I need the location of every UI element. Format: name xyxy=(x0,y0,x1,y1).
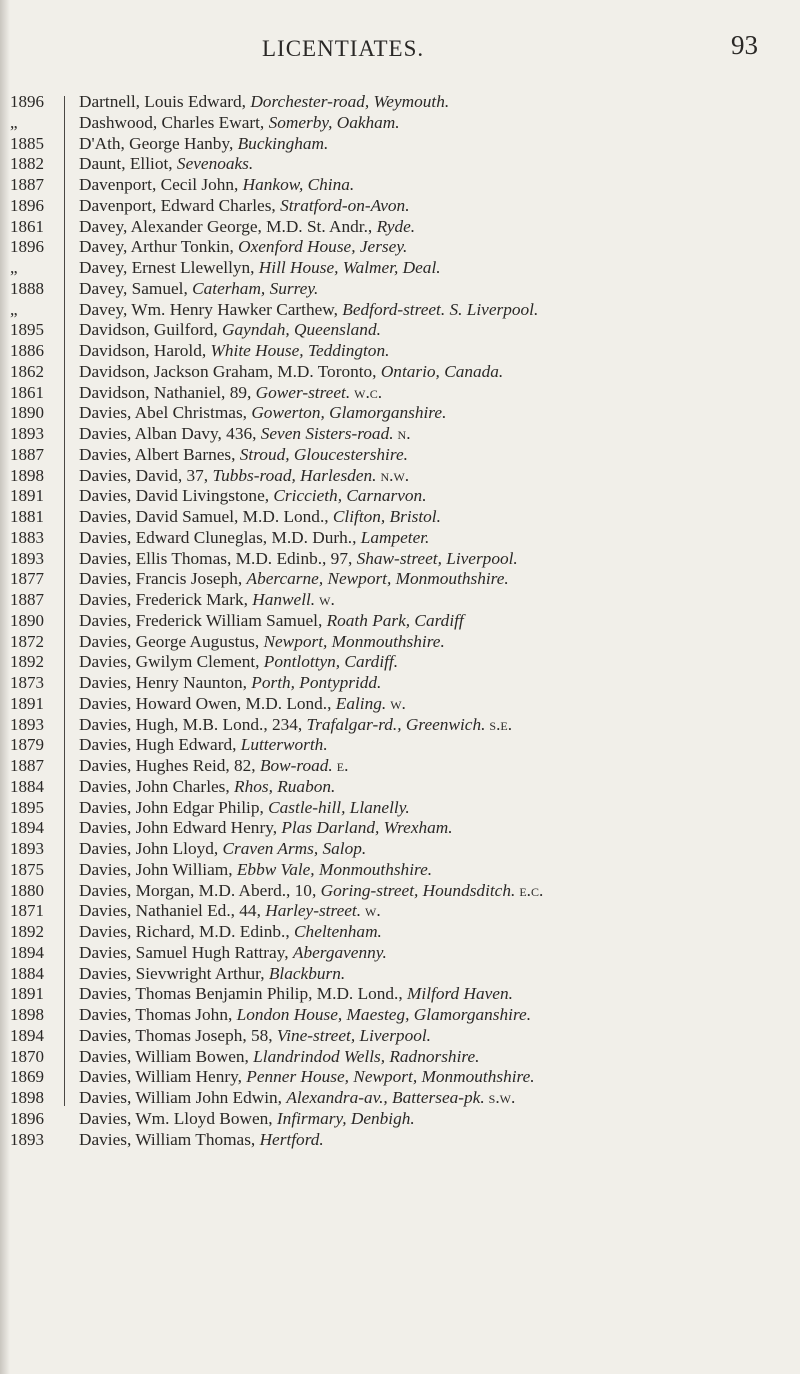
entry-year: 1891 xyxy=(10,984,44,1004)
entry-address: Abergavenny. xyxy=(292,942,387,962)
entry-address: Llandrindod Wells, Radnorshire. xyxy=(253,1046,480,1066)
entry-year: 1882 xyxy=(10,154,44,174)
list-item xyxy=(79,569,791,590)
entry-name: Davey, Samuel, xyxy=(79,278,193,298)
entry-name: Davies, David Livingstone, xyxy=(79,486,274,506)
entry-district: w. xyxy=(390,693,406,713)
entry-name: Davies, Frederick William Samuel, xyxy=(79,610,327,630)
entry-name: Davies, Ellis Thomas, M.D. Edinb., 97, xyxy=(79,548,357,568)
entry-name: Davies, John William, xyxy=(79,859,237,879)
entry-address: Vine-street, Liverpool. xyxy=(276,1025,431,1045)
entry-year: 1875 xyxy=(10,859,44,879)
entry-address: Harley-street. xyxy=(265,901,362,921)
entry-address: White House, Teddington. xyxy=(210,341,390,360)
entry-name: Davies, Howard Owen, M.D. Lond., xyxy=(79,693,336,713)
entry-name: Davies, John Edward Henry, xyxy=(79,818,282,838)
entry-year: 1872 xyxy=(10,631,44,651)
entry-year: 1888 xyxy=(10,278,44,298)
entry-name: Davies, Thomas John, xyxy=(79,1005,237,1024)
entry-name: Dartnell, Louis Edward, xyxy=(79,92,251,111)
entry-address: Newport, Monmouthshire. xyxy=(263,631,445,651)
list-item xyxy=(79,362,791,383)
entry-district: s.e. xyxy=(489,714,513,734)
entry-year: 1891 xyxy=(10,693,44,713)
entry-address: Bedford-street. S. Liverpool. xyxy=(342,299,539,319)
entry-address: Caterham, Surrey. xyxy=(192,278,319,298)
entry-name: Davies, Francis Joseph, xyxy=(79,569,247,589)
list-item xyxy=(79,279,791,300)
entry-address: Stroud, Gloucestershire. xyxy=(239,444,408,464)
entry-address: Tubbs-road, Harlesden. xyxy=(212,465,377,485)
entry-year: 1870 xyxy=(10,1046,44,1066)
entry-address: Penner House, Newport, Monmouthshire. xyxy=(246,1067,535,1087)
list-item xyxy=(79,652,791,673)
entries-list xyxy=(79,92,791,1150)
entry-address: Hankow, China. xyxy=(242,175,355,194)
entry-year: 1869 xyxy=(10,1067,44,1087)
entry-year: 1893 xyxy=(10,714,44,734)
entry-year: 1877 xyxy=(10,569,44,589)
entry-address: Rhos, Ruabon. xyxy=(234,776,336,796)
entry-year: 1893 xyxy=(10,839,44,858)
entry-name: Davies, Henry Naunton, xyxy=(79,673,252,692)
entry-year: 1862 xyxy=(10,361,44,381)
entry-year: 1891 xyxy=(10,486,44,506)
entry-year: 1884 xyxy=(10,963,44,983)
entry-name: Davidson, Guilford, xyxy=(79,320,223,340)
entry-address: Roath Park, Cardiff xyxy=(326,610,464,630)
entry-address: Ealing. xyxy=(335,693,387,713)
entry-year: „ xyxy=(10,299,18,319)
entry-name: Davies, William John Edwin, xyxy=(79,1088,287,1107)
list-item xyxy=(79,694,791,715)
entry-address: Abercarne, Newport, Monmouthshire. xyxy=(246,569,509,589)
binding-gutter xyxy=(0,0,10,1374)
entry-year: 1895 xyxy=(10,320,44,340)
entry-address: Plas Darland, Wrexham. xyxy=(281,818,453,838)
entry-address: Clifton, Bristol. xyxy=(332,507,441,526)
entry-name: Davies, William Bowen, xyxy=(79,1046,254,1066)
list-item xyxy=(79,445,791,466)
entry-name: Davies, David, 37, xyxy=(79,465,213,485)
entry-year: 1886 xyxy=(10,341,44,360)
column-rule xyxy=(64,96,65,1106)
list-item xyxy=(79,258,791,279)
entry-address: Gower-street. xyxy=(255,382,351,402)
entry-district: w. xyxy=(365,901,381,921)
entry-name: Davies, Nathaniel Ed., 44, xyxy=(79,901,266,921)
list-item xyxy=(79,1088,791,1109)
entry-address: Seven Sisters-road. xyxy=(260,424,394,443)
entry-address: Oxenford House, Jersey. xyxy=(238,237,408,257)
entry-district: n.w. xyxy=(380,465,410,485)
entry-address: Hertford. xyxy=(259,1129,324,1149)
entry-address: Craven Arms, Salop. xyxy=(222,839,367,858)
entry-address: London House, Maesteg, Glamorganshire. xyxy=(236,1005,532,1024)
entry-name: Davies, Hughes Reid, 82, xyxy=(79,756,260,775)
entry-year: 1885 xyxy=(10,133,44,153)
entry-year: 1890 xyxy=(10,403,44,423)
list-item xyxy=(79,611,791,632)
entry-name: Davies, Wm. Lloyd Bowen, xyxy=(79,1108,277,1128)
entry-address: Gowerton, Glamorganshire. xyxy=(251,403,447,423)
entry-address: Lampeter. xyxy=(360,527,430,547)
list-item xyxy=(79,632,791,653)
entry-name: Davies, Hugh Edward, xyxy=(79,735,241,755)
entry-year: 1887 xyxy=(10,444,44,464)
entry-address: Bow-road. xyxy=(259,756,333,775)
entry-district: s.w. xyxy=(488,1088,516,1107)
entry-name: Davies, Thomas Joseph, 58, xyxy=(79,1025,277,1045)
entry-year: 1861 xyxy=(10,216,44,236)
entry-name: Dashwood, Charles Ewart, xyxy=(79,112,269,132)
entry-year: 1880 xyxy=(10,880,44,900)
entry-year: 1894 xyxy=(10,942,44,962)
entry-district: n. xyxy=(397,424,411,443)
entry-name: Davies, William Thomas, xyxy=(79,1129,260,1149)
entry-name: Davies, John Edgar Philip, xyxy=(79,797,269,817)
entry-address: Buckingham. xyxy=(237,133,329,153)
entry-name: Davies, Albert Barnes, xyxy=(79,444,240,464)
entry-name: Daunt, Elliot, xyxy=(79,154,177,174)
entry-address: Goring-street, Houndsditch. xyxy=(320,880,516,900)
list-item xyxy=(79,777,791,798)
list-item xyxy=(79,237,791,258)
entry-address: Trafalgar-rd., Greenwich. xyxy=(306,714,486,734)
entry-year: 1896 xyxy=(10,195,44,215)
entry-district: e. xyxy=(336,756,349,775)
entry-name: Davey, Wm. Henry Hawker Carthew, xyxy=(79,299,343,319)
entry-name: Davidson, Nathaniel, 89, xyxy=(79,382,256,402)
entry-address: Dorchester-road, Weymouth. xyxy=(250,92,450,111)
entry-name: Davies, Alban Davy, 436, xyxy=(79,424,261,443)
entry-name: Davey, Arthur Tonkin, xyxy=(79,237,239,257)
entry-year: 1892 xyxy=(10,922,44,941)
entry-year: 1893 xyxy=(10,548,44,568)
list-item xyxy=(79,486,791,507)
entry-address: Somerby, Oakham. xyxy=(268,112,400,132)
entry-year: 1887 xyxy=(10,175,44,194)
list-item xyxy=(79,1130,791,1151)
list-item xyxy=(79,300,791,321)
list-item xyxy=(79,320,791,341)
entry-address: Stratford-on-Avon. xyxy=(280,195,410,215)
list-item xyxy=(79,984,791,1005)
list-item xyxy=(79,881,791,902)
entry-address: Infirmary, Denbigh. xyxy=(276,1108,415,1128)
entry-year: „ xyxy=(10,112,18,132)
entry-name: Davidson, Harold, xyxy=(79,341,211,360)
list-item xyxy=(79,901,791,922)
list-item xyxy=(79,196,791,217)
list-item xyxy=(79,715,791,736)
list-item xyxy=(79,818,791,839)
entry-address: Ebbw Vale, Monmouthshire. xyxy=(236,859,433,879)
list-item xyxy=(79,1026,791,1047)
entry-year: 1894 xyxy=(10,818,44,838)
entry-year: 1892 xyxy=(10,652,44,672)
entry-district: w. xyxy=(319,590,335,609)
list-item xyxy=(79,673,791,694)
entry-address: Hanwell. xyxy=(252,590,316,609)
entry-address: Castle-hill, Llanelly. xyxy=(268,797,410,817)
list-item xyxy=(79,943,791,964)
list-item xyxy=(79,217,791,238)
list-item xyxy=(79,1109,791,1130)
entry-year: 1887 xyxy=(10,590,44,609)
list-item xyxy=(79,113,791,134)
list-item xyxy=(79,383,791,404)
entry-address: Shaw-street, Liverpool. xyxy=(356,548,518,568)
entry-name: Davenport, Edward Charles, xyxy=(79,195,281,215)
entry-year: 1895 xyxy=(10,797,44,817)
entry-year: 1896 xyxy=(10,92,44,111)
entry-year: 1898 xyxy=(10,1088,44,1107)
list-item xyxy=(79,528,791,549)
entry-year: 1890 xyxy=(10,610,44,630)
entry-name: Davey, Ernest Llewellyn, xyxy=(79,258,259,277)
list-item xyxy=(79,403,791,424)
entry-name: Davey, Alexander George, M.D. St. Andr., xyxy=(79,216,377,236)
page-title: LICENTIATES. xyxy=(262,36,425,61)
entry-name: Davies, Frederick Mark, xyxy=(79,590,253,609)
entry-name: Davies, Thomas Benjamin Philip, M.D. Lond., xyxy=(79,984,408,1004)
list-item xyxy=(79,1067,791,1088)
entry-year: 1887 xyxy=(10,756,44,775)
entry-name: Davies, Hugh, M.B. Lond., 234, xyxy=(79,714,307,734)
list-item xyxy=(79,590,791,611)
entry-name: Davies, Gwilym Clement, xyxy=(79,652,264,672)
page-number: 93 xyxy=(731,30,758,60)
entry-address: Ontario, Canada. xyxy=(380,361,504,381)
entry-address: Pontlottyn, Cardiff. xyxy=(263,652,399,672)
list-item xyxy=(79,466,791,487)
list-item xyxy=(79,134,791,155)
entry-year: 1898 xyxy=(10,465,44,485)
entry-address: Hill House, Walmer, Deal. xyxy=(258,258,441,277)
entry-name: Davies, Edward Cluneglas, M.D. Durh., xyxy=(79,527,361,547)
entry-address: Lutterworth. xyxy=(240,735,328,755)
list-item xyxy=(79,92,791,113)
entry-address: Blackburn. xyxy=(268,963,346,983)
entry-district: e.c. xyxy=(519,880,544,900)
entry-name: D'Ath, George Hanby, xyxy=(79,133,238,153)
list-item xyxy=(79,860,791,881)
entry-name: Davies, Morgan, M.D. Aberd., 10, xyxy=(79,880,321,900)
list-item xyxy=(79,839,791,860)
entry-year: „ xyxy=(10,258,18,277)
entry-year: 1871 xyxy=(10,901,44,921)
list-item xyxy=(79,549,791,570)
entry-address: Alexandra-av., Battersea-pk. xyxy=(286,1088,485,1107)
list-item xyxy=(79,507,791,528)
entry-year: 1879 xyxy=(10,735,44,755)
list-item xyxy=(79,756,791,777)
entry-name: Davies, William Henry, xyxy=(79,1067,247,1087)
list-item xyxy=(79,175,791,196)
entry-year: 1881 xyxy=(10,507,44,526)
entry-address: Ryde. xyxy=(376,216,416,236)
entry-year: 1883 xyxy=(10,527,44,547)
entry-address: Cheltenham. xyxy=(294,922,382,941)
entry-address: Sevenoaks. xyxy=(176,154,254,174)
entry-year: 1884 xyxy=(10,776,44,796)
entry-name: Davies, David Samuel, M.D. Lond., xyxy=(79,507,333,526)
entry-year: 1893 xyxy=(10,424,44,443)
entry-year: 1896 xyxy=(10,1108,44,1128)
entry-year: 1898 xyxy=(10,1005,44,1024)
entry-name: Davenport, Cecil John, xyxy=(79,175,243,194)
entry-name: Davies, John Lloyd, xyxy=(79,839,223,858)
list-item xyxy=(79,341,791,362)
entry-district: w.c. xyxy=(354,382,383,402)
entry-name: Davidson, Jackson Graham, M.D. Toronto, xyxy=(79,361,381,381)
entry-year: 1893 xyxy=(10,1129,44,1149)
year-column xyxy=(10,92,60,1150)
entry-name: Davies, George Augustus, xyxy=(79,631,264,651)
entry-name: Davies, Abel Christmas, xyxy=(79,403,252,423)
entry-address: Milford Haven. xyxy=(407,984,513,1004)
list-item xyxy=(79,735,791,756)
list-item xyxy=(79,798,791,819)
entry-address: Gayndah, Queensland. xyxy=(222,320,381,340)
entry-address: Porth, Pontypridd. xyxy=(251,673,382,692)
entry-name: Davies, Richard, M.D. Edinb., xyxy=(79,922,295,941)
entry-name: Davies, John Charles, xyxy=(79,776,235,796)
entry-year: 1873 xyxy=(10,673,44,692)
list-item xyxy=(79,922,791,943)
entry-year: 1861 xyxy=(10,382,44,402)
entry-name: Davies, Samuel Hugh Rattray, xyxy=(79,942,293,962)
list-item xyxy=(79,1005,791,1026)
list-item xyxy=(79,154,791,175)
list-item xyxy=(79,424,791,445)
entry-year: 1896 xyxy=(10,237,44,257)
list-item xyxy=(79,1047,791,1068)
list-item xyxy=(79,964,791,985)
entry-address: Criccieth, Carnarvon. xyxy=(273,486,427,506)
entry-name: Davies, Sievwright Arthur, xyxy=(79,963,269,983)
entry-year: 1894 xyxy=(10,1025,44,1045)
